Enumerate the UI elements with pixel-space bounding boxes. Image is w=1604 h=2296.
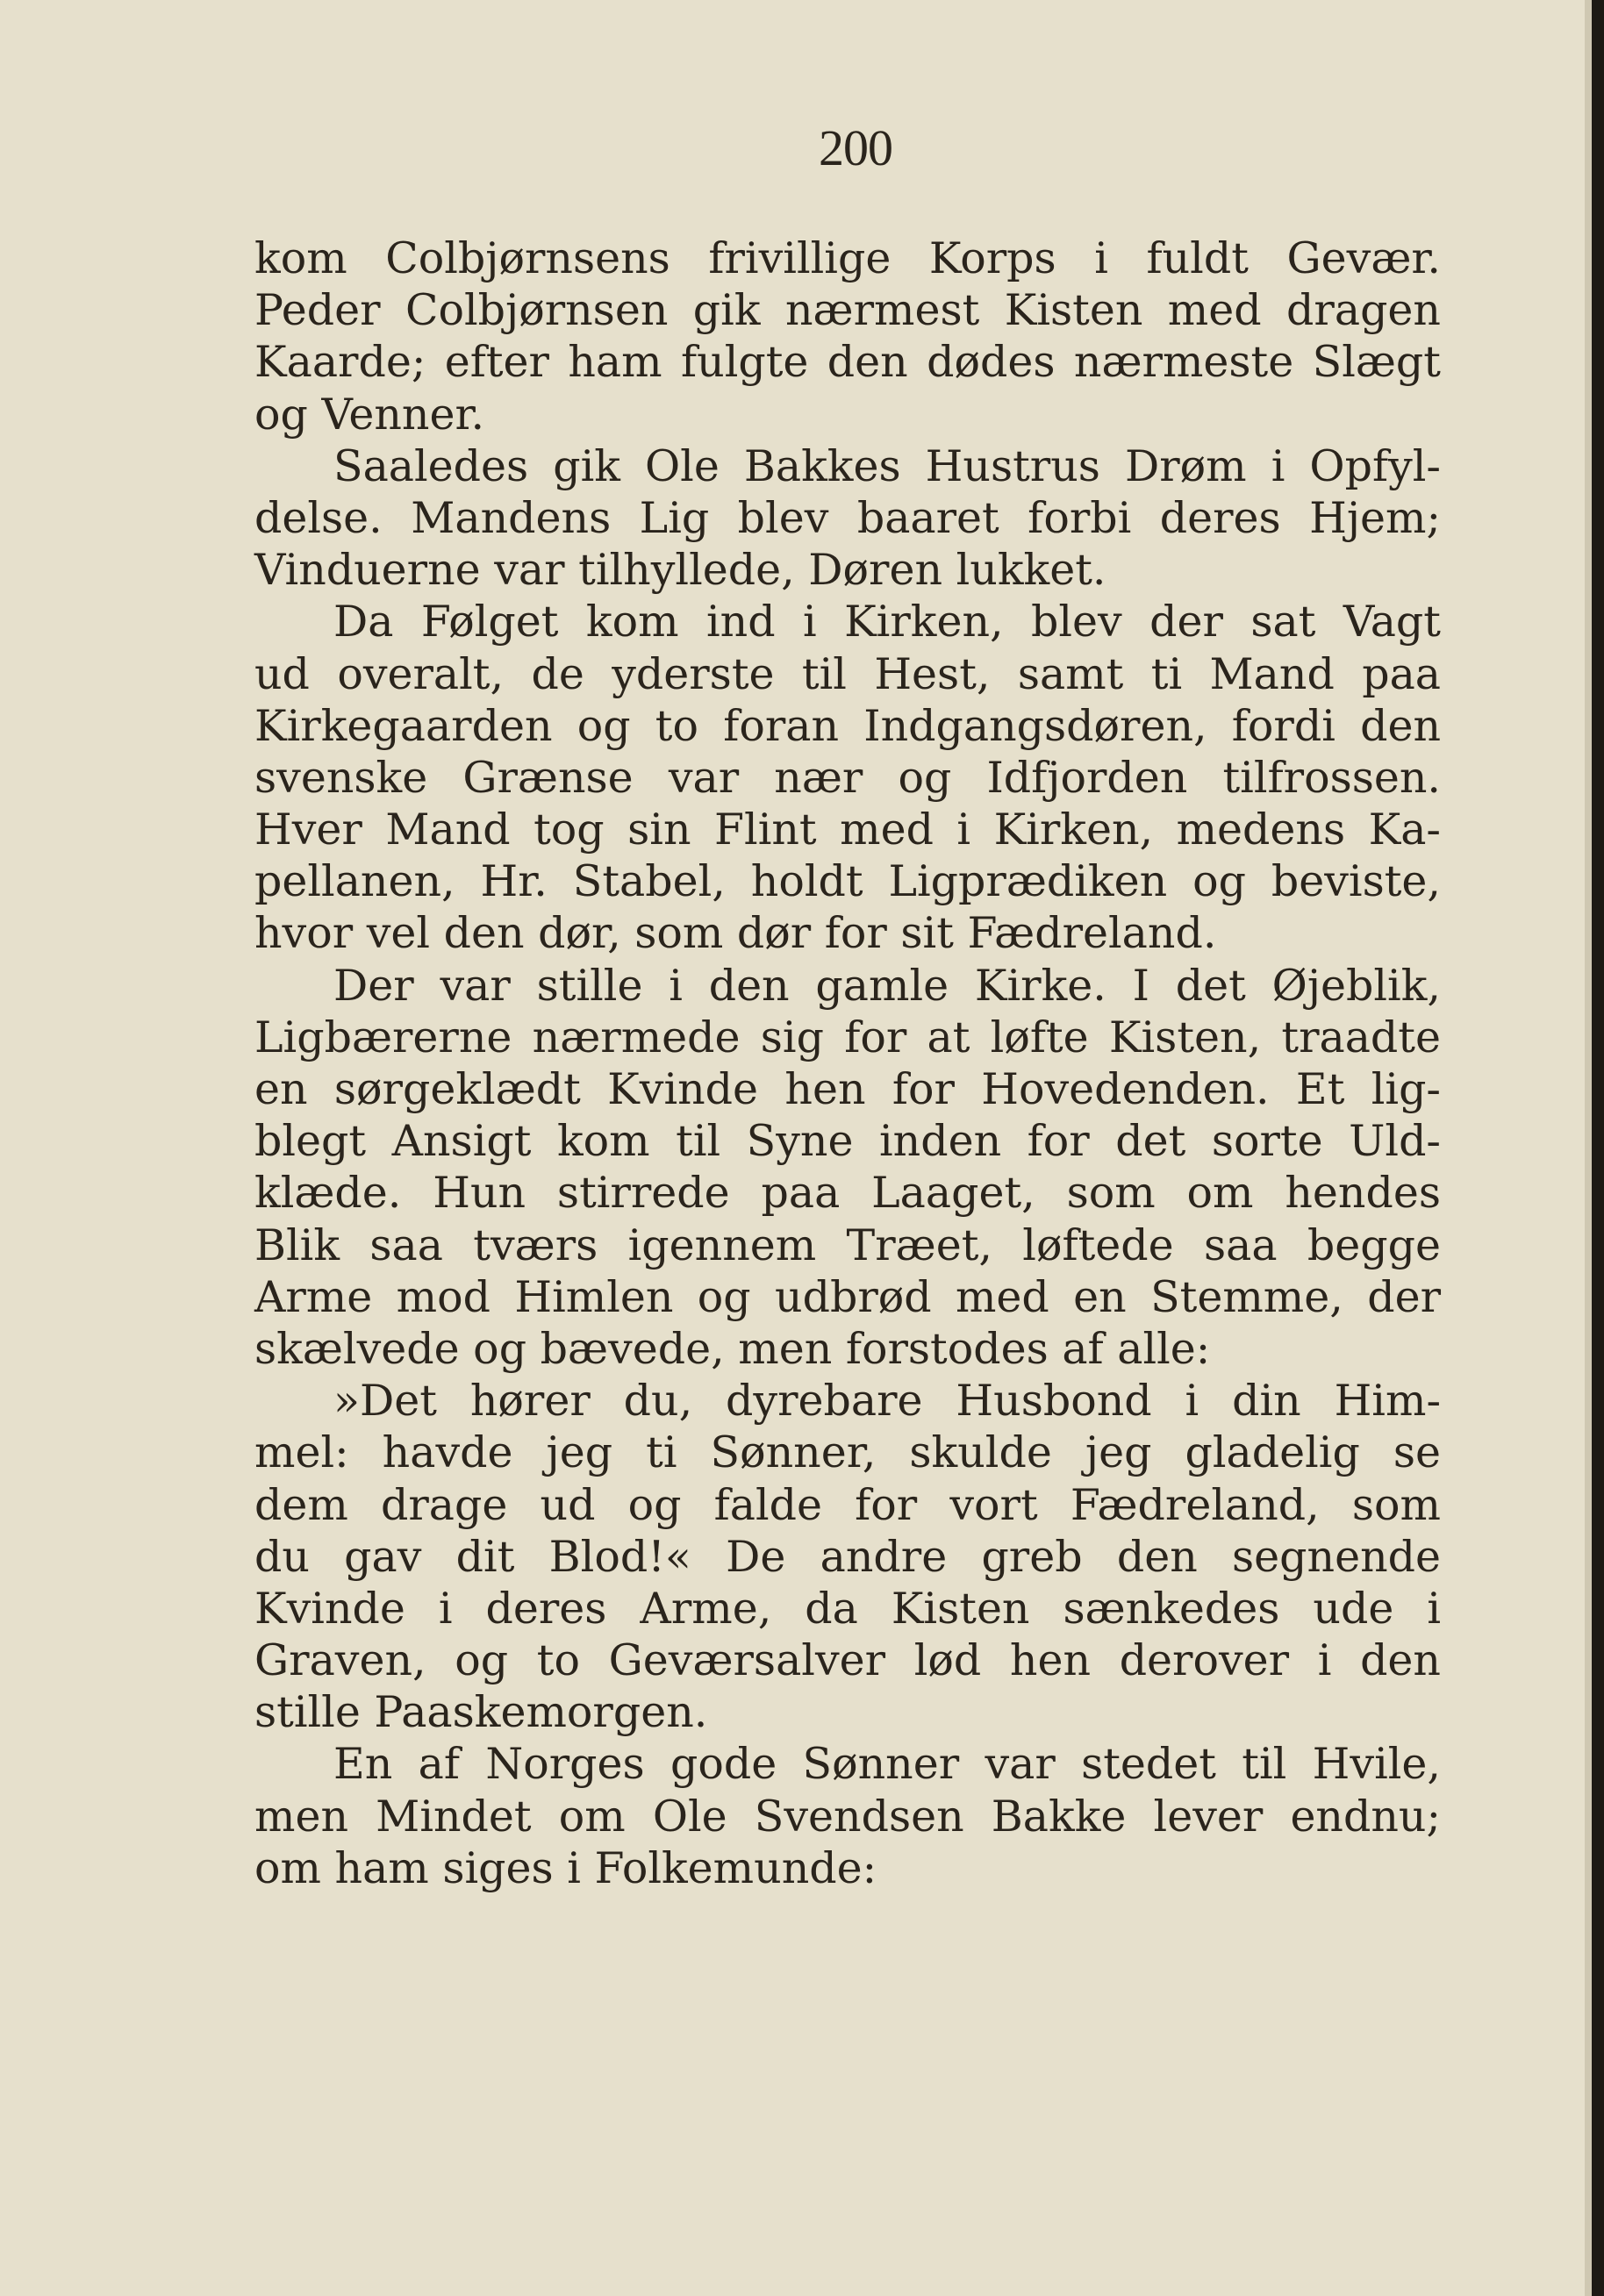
text-line: og Venner. xyxy=(254,389,485,440)
text-line: Blik saa tværs igennem Træet, løftede saa begge xyxy=(254,1220,1441,1270)
text-line: hvor vel den dør, som dør for sit Fædreland. xyxy=(254,908,1217,959)
text-line: blegt Ansigt kom til Syne inden for det sorte Uld- xyxy=(254,1116,1441,1167)
text-line: En af Norges gode Sønner var stedet til Hvile, xyxy=(333,1739,1441,1790)
text-line: Hver Mand tog sin Flint med i Kirken, medens Ka- xyxy=(254,805,1441,855)
text-line: Der var stille i den gamle Kirke. I det Øjeblik, xyxy=(333,960,1441,1011)
text-line: Saaledes gik Ole Bakkes Hustrus Drøm i Opfyl- xyxy=(333,440,1441,491)
text-line: svenske Grænse var nær og Idfjorden tilfrossen. xyxy=(254,752,1441,803)
text-line: men Mindet om Ole Svendsen Bakke lever endnu; xyxy=(254,1791,1441,1842)
text-line: delse. Mandens Lig blev baaret forbi deres Hjem; xyxy=(254,492,1441,543)
text-line: stille Paaskemorgen. xyxy=(254,1687,708,1738)
text-line: om ham siges i Folkemunde: xyxy=(254,1842,877,1893)
text-line: Kirkegaarden og to foran Indgangsdøren, fordi den xyxy=(254,700,1441,751)
text-line: du gav dit Blod!« De andre greb den segnende xyxy=(254,1531,1441,1582)
scan-edge-shadow xyxy=(1585,0,1592,2296)
text-line: Kaarde; efter ham fulgte den dødes nærmeste Slægt xyxy=(254,337,1441,388)
body-text xyxy=(254,232,1441,1894)
text-line: en sørgeklædt Kvinde hen for Hovedenden. Et lig- xyxy=(254,1064,1441,1114)
text-line: klæde. Hun stirrede paa Laaget, som om hendes xyxy=(254,1168,1441,1219)
text-line: »Det hører du, dyrebare Husbond i din Him- xyxy=(333,1376,1441,1427)
text-line: dem drage ud og falde for vort Fædreland, som xyxy=(254,1479,1441,1530)
text-line: Peder Colbjørnsen gik nærmest Kisten med dragen xyxy=(254,285,1441,336)
text-line: Arme mod Himlen og udbrød med en Stemme, der xyxy=(254,1271,1441,1322)
text-line: Da Følget kom ind i Kirken, blev der sat Vagt xyxy=(333,597,1441,647)
text-line: mel: havde jeg ti Sønner, skulde jeg gladelig se xyxy=(254,1427,1441,1478)
text-line: Graven, og to Geværsalver lød hen derover i den xyxy=(254,1635,1441,1686)
text-line: kom Colbjørnsens frivillige Korps i fuldt Gevær. xyxy=(254,233,1441,283)
text-line: ud overalt, de yderste til Hest, samt ti Mand paa xyxy=(254,648,1441,699)
text-line: skælvede og bævede, men forstodes af alle: xyxy=(254,1323,1211,1374)
scan-edge xyxy=(1592,0,1604,2296)
text-line: Vinduerne var tilhyllede, Døren lukket. xyxy=(254,545,1106,596)
text-line: Kvinde i deres Arme, da Kisten sænkedes ude i xyxy=(254,1583,1441,1634)
page-number: 200 xyxy=(819,119,892,176)
text-line: pellanen, Hr. Stabel, holdt Ligprædiken og beviste, xyxy=(254,856,1441,907)
text-line: Ligbærerne nærmede sig for at løfte Kisten, traadte xyxy=(254,1012,1441,1062)
